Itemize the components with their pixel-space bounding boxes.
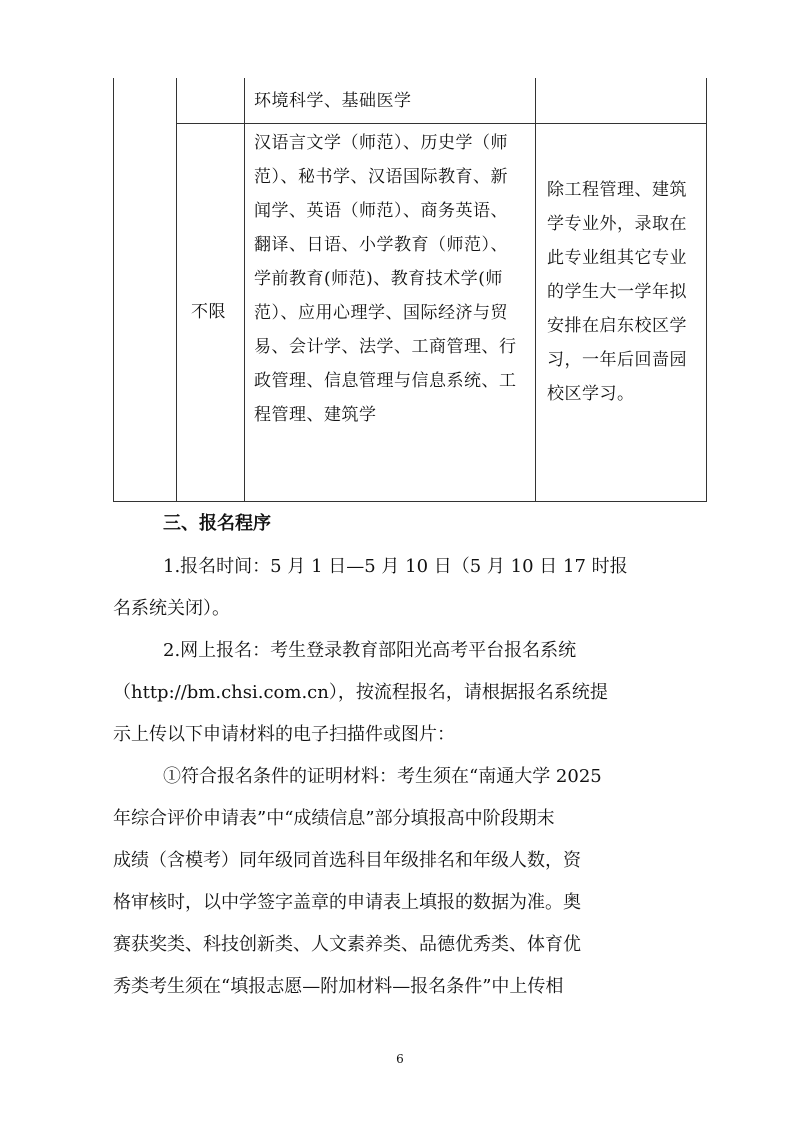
note-line: 习，一年后回啬园 (547, 350, 687, 370)
majors-line: 政管理、信息管理与信息系统、工 (254, 371, 517, 391)
majors-line: 程管理、建筑学 (254, 405, 377, 425)
paragraph-line: 赛获奖类、科技创新类、人文素养类、品德优秀类、体育优 (113, 934, 581, 955)
note-line: 的学生大一学年拟 (547, 282, 687, 302)
table-row-divider (176, 123, 707, 124)
paragraph-eligibility-materials (113, 756, 693, 1008)
majors-line: 范）、秘书学、汉语国际教育、新 (254, 167, 508, 187)
row2-majors (254, 126, 517, 432)
majors-line: 范）、应用心理学、国际经济与贸 (254, 303, 508, 323)
note-line: 校区学习。 (547, 384, 635, 404)
paragraph-registration-time (113, 546, 693, 630)
section-heading: 三、报名程序 (163, 513, 271, 534)
page-number: 6 (396, 1052, 404, 1066)
paragraph-line: ①符合报名条件的证明材料：考生须在“南通大学 2025 (163, 766, 602, 787)
row2-note (547, 173, 687, 411)
row2-subject-requirement (191, 295, 226, 329)
note-line: 除工程管理、建筑 (547, 180, 687, 200)
paragraph-line: 秀类考生须在“填报志愿—附加材料—报名条件”中上传相 (113, 976, 564, 997)
paragraph-line: 格审核时，以中学签字盖章的申请表上填报的数据为准。奥 (113, 892, 581, 913)
paragraph-line: 1.报名时间：5 月 1 日—5 月 10 日（5 月 10 日 17 时报 (163, 556, 628, 577)
note-line: 此专业组其它专业 (547, 248, 687, 268)
table-border-right (706, 78, 707, 502)
majors-line: 翻译、日语、小学教育（师范）、 (254, 235, 508, 255)
table-divider-col2 (244, 78, 245, 502)
subject-requirement-text: 不限 (191, 302, 226, 322)
table-divider-col1 (176, 78, 177, 502)
note-line: 安排在启东校区学 (547, 316, 687, 336)
paragraph-line: 名系统关闭）。 (113, 598, 230, 619)
table-divider-col3 (535, 78, 536, 502)
row1-majors (254, 84, 412, 118)
table-border-left (113, 78, 114, 502)
majors-line: 闻学、英语（师范）、商务英语、 (254, 201, 508, 221)
majors-line: 易、会计学、法学、工商管理、行 (254, 337, 517, 357)
majors-line: 学前教育(师范)、教育技术学(师 (254, 269, 503, 289)
paragraph-line: 成绩（含模考）同年级同首选科目年级排名和年级人数，资 (113, 850, 581, 871)
paragraph-line: 2.网上报名：考生登录教育部阳光高考平台报名系统 (163, 640, 577, 661)
paragraph-line: 年综合评价申请表”中“成绩信息”部分填报高中阶段期末 (113, 808, 555, 829)
note-line: 学专业外，录取在 (547, 214, 687, 234)
major-group-table (113, 78, 707, 502)
majors-line: 环境科学、基础医学 (254, 91, 412, 111)
paragraph-line: 示上传以下申请材料的电子扫描件或图片： (113, 724, 455, 745)
paragraph-line: （http://bm.chsi.com.cn），按流程报名，请根据报名系统提 (113, 682, 608, 703)
majors-line: 汉语言文学（师范）、历史学（师 (254, 133, 508, 153)
paragraph-online-registration (113, 630, 693, 756)
table-border-bottom (113, 501, 707, 502)
